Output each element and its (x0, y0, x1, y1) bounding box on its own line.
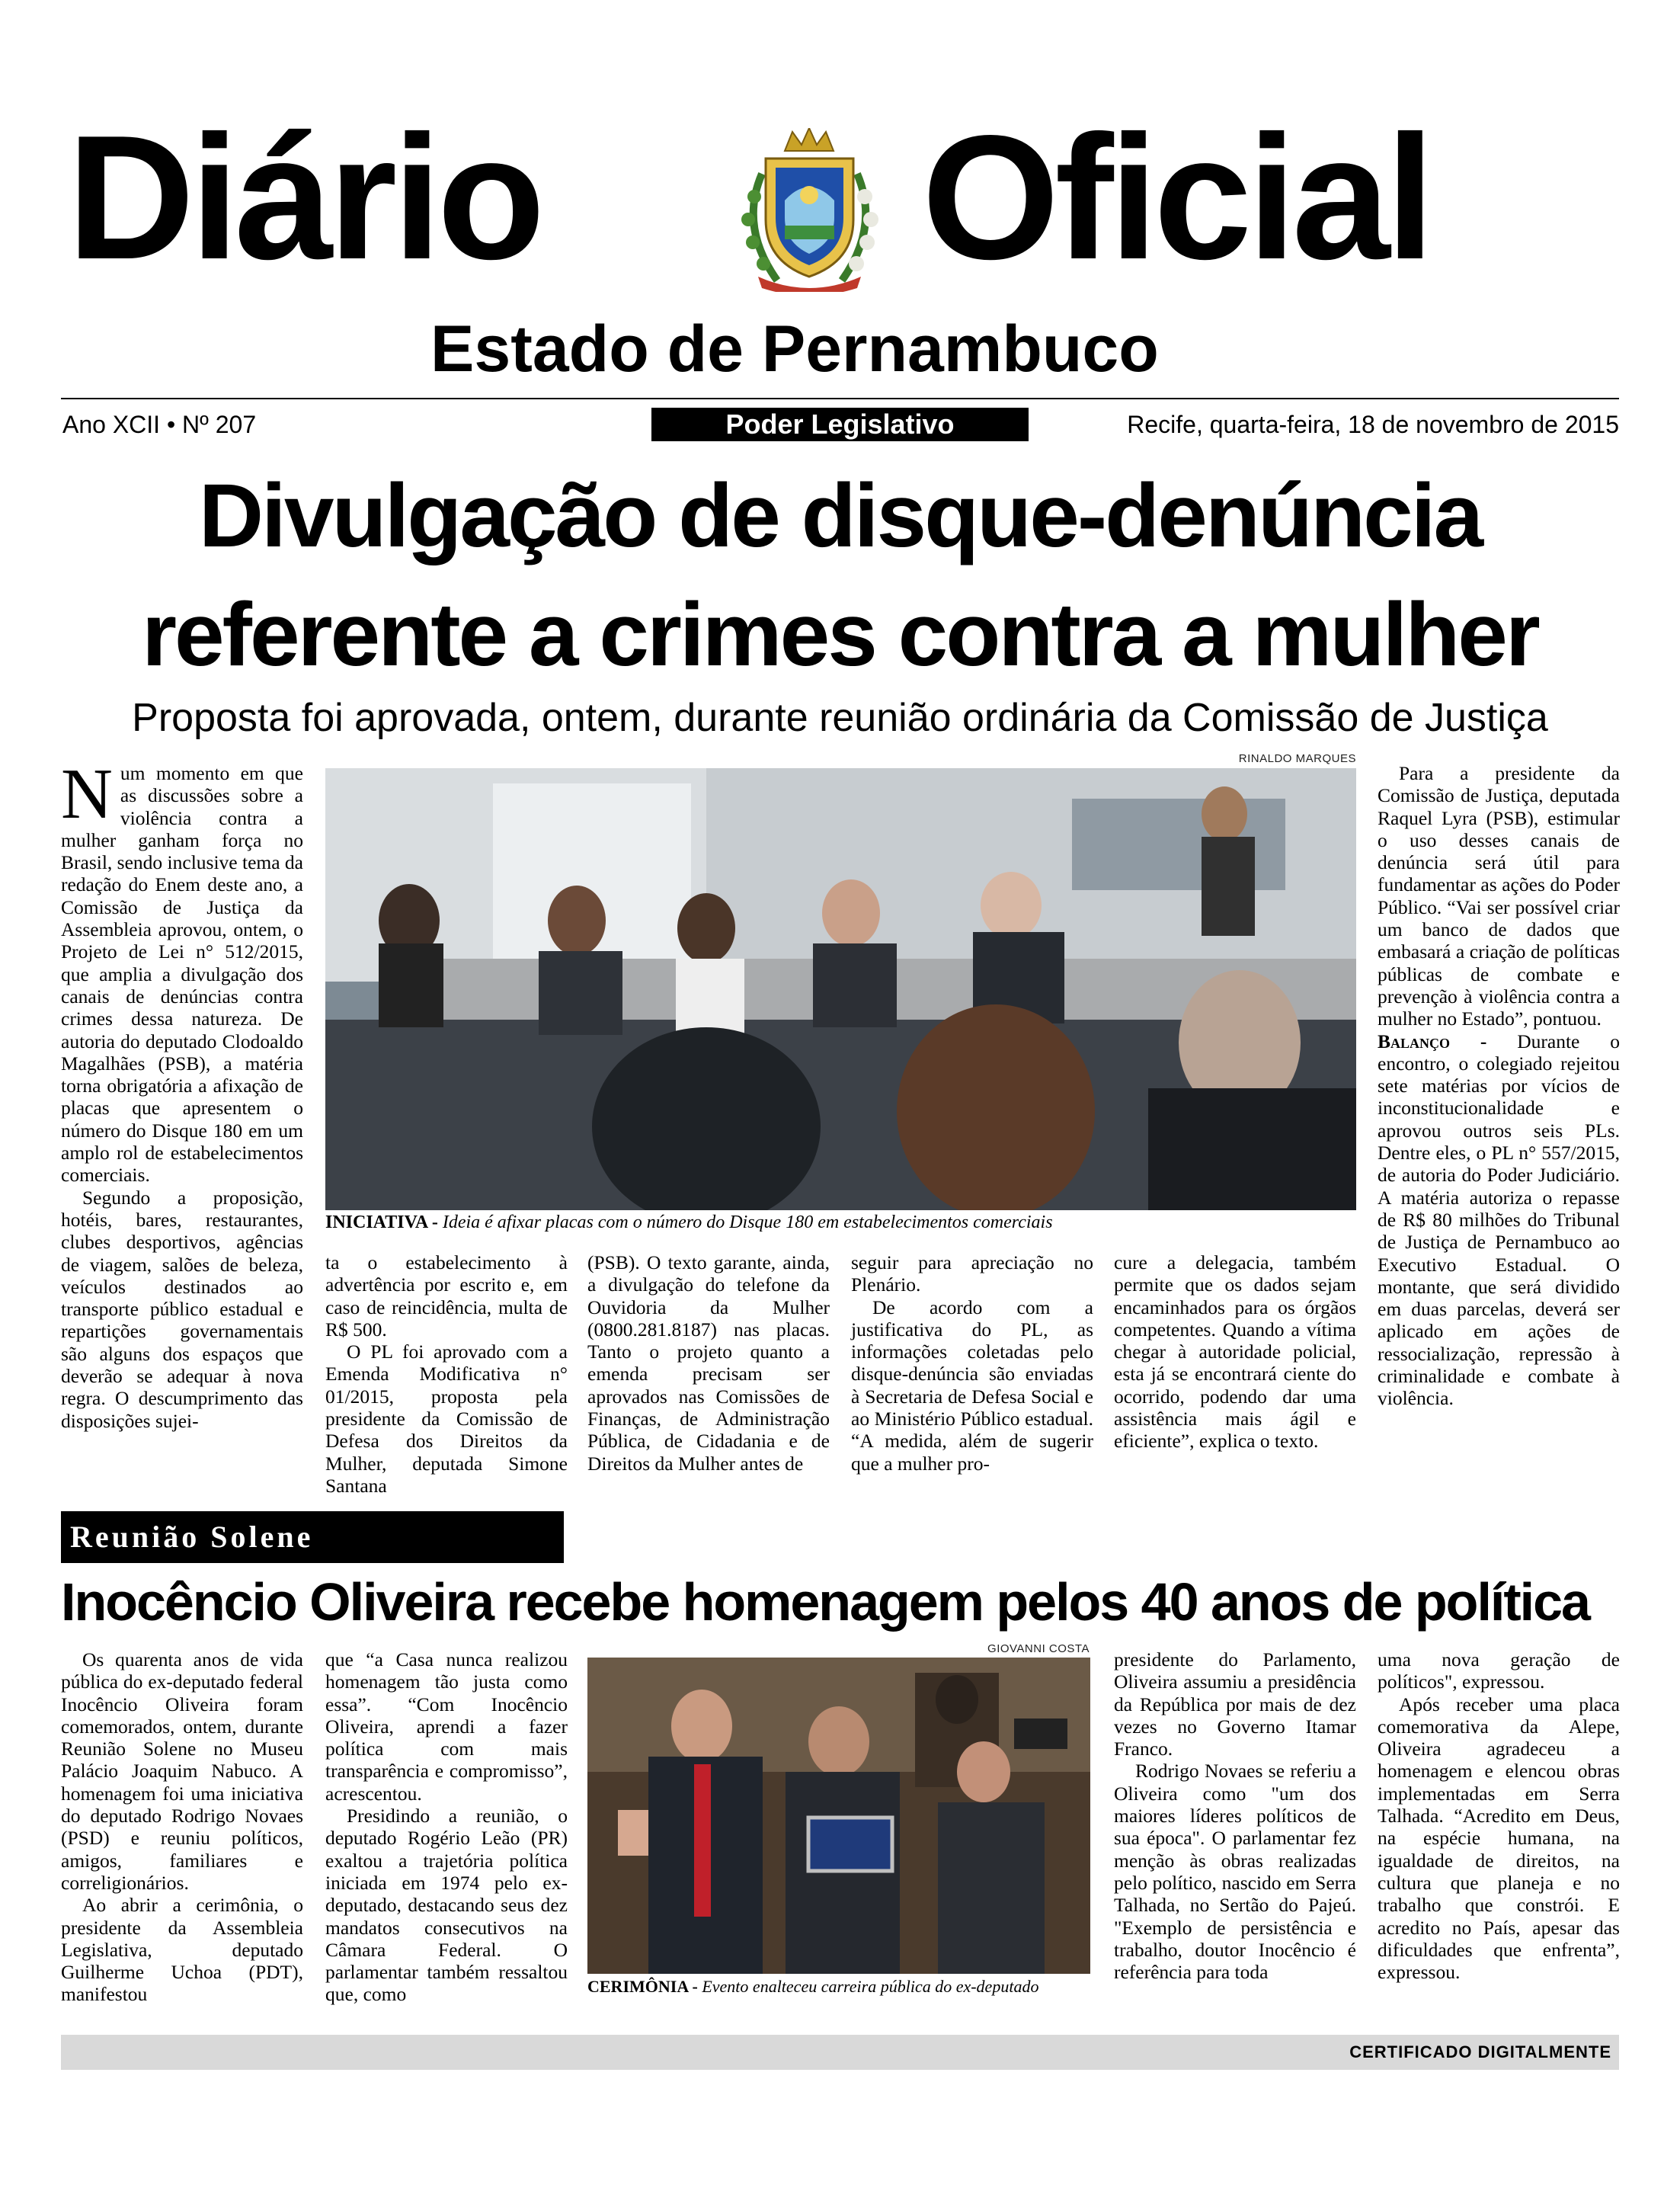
lead-column-5 (1114, 1251, 1356, 1453)
second-col2-p2: Presidindo a reunião, o deputado Rogério Leão (PR) exaltou a trajetória política iniciada em 1974 pelo ex-deputado, destacando seus dez mandatos consecutivos na Câmara Federal. O parlamentar também ressaltou que, como (325, 1805, 568, 2006)
lead-caption-label: INICIATIVA - (325, 1212, 438, 1232)
second-column-2 (325, 1648, 568, 2006)
masthead-title-right: Oficial (922, 99, 1431, 296)
masthead-subtitle: Estado de Pernambuco (430, 312, 1159, 386)
edition-number: Ano XCII • Nº 207 (62, 411, 257, 438)
lead-col5-p1: cure a delegacia, também permite que os dados sejam encaminhados para os órgãos competentes. Quando a vítima chegar à autoridade policial, esta já se encontrará ciente do ocorrido, podendo dar uma assistência mais ágil e eficiente”, explica o texto. (1114, 1251, 1356, 1453)
second-col4-p2: Após receber uma placa comemorativa da Alepe, Oliveira agradeceu a homenagem e elencou obras implementadas em Serra Talhada. “Acredito em Deus, na espécie humana, na igualdade de direitos, na cultura que planeja e no trabalho que constrói. E acredito no País, apesar das dificuldades que enfrenta”, expressou. (1378, 1693, 1620, 1984)
second-column-3 (1114, 1648, 1356, 1983)
lead-col1-p2: Segundo a proposição, hotéis, bares, restaurantes, clubes desportivos, agências de viagem, salões de beleza, veículos destinados ao transporte público estadual e repartições governamentais são alguns dos espaços que deverão se adequar à nova regra. O descumprimento das disposições sujei- (61, 1186, 303, 1432)
masthead-title-left: Diário (67, 99, 541, 296)
lead-caption-text: Ideia é afixar placas com o número do Disque 180 em estabelecimentos comerciais (442, 1212, 1053, 1232)
second-column-1 (61, 1648, 303, 2006)
lead-col6-p1: Para a presidente da Comissão de Justiça, deputada Raquel Lyra (PSB), estimular o uso desses canais de denúncia será útil para fundamentar as ações do Poder Público. “Vai ser possível criar um banco de dados que embasará a criação de políticas públicas de combate e prevenção à violência contra a mulher no Estado”, pontuou. (1378, 762, 1620, 1030)
second-caption-text: Evento enalteceu carreira pública do ex-deputado (702, 1977, 1039, 1996)
lead-photo-caption (325, 1212, 1356, 1233)
lead-column-4 (851, 1251, 1093, 1475)
second-col4-p1: uma nova geração de políticos", expressou. (1378, 1648, 1620, 1693)
lead-headline-line1: Divulgação de disque-denúncia (198, 466, 1482, 566)
lead-col2-p2: O PL foi aprovado com a Emenda Modificativa n° 01/2015, proposta pela presidente da Comissão de Defesa dos Direitos da Mulher, deputada Simone Santana (325, 1341, 568, 1497)
lead-deck: Proposta foi aprovada, ontem, durante reunião ordinária da Comissão de Justiça (132, 696, 1548, 740)
second-col3-p2: Rodrigo Novaes se referiu a Oliveira como "um dos maiores líderes políticos de sua época". O parlamentar fez menção às obras realizadas pelo político, nascido em Serra Talhada, no Sertão do Pajeú. "Exemplo de persistência e trabalho, doutor Inocêncio é referência para toda (1114, 1760, 1356, 1984)
lead-dropcap: N (61, 754, 113, 834)
second-col1-p2: Ao abrir a cerimônia, o presidente da Assembleia Legislativa, deputado Guilherme Uchoa (PDT), manifestou (61, 1894, 303, 2006)
section-label: Reunião Solene (70, 1520, 314, 1554)
second-photo-credit: GIOVANNI COSTA (987, 1642, 1090, 1655)
second-headline: Inocêncio Oliveira recebe homenagem pelos 40 anos de política (61, 1572, 1589, 1632)
masthead-rule (61, 398, 1619, 399)
lead-col4-p1: seguir para apreciação no Plenário. (851, 1251, 1093, 1296)
lead-col3-p1: (PSB). O texto garante, ainda, a divulgação do telefone da Ouvidoria da Mulher (0800.281.8187) nas placas. Tanto o projeto quanto a emenda precisam ser aprovados nas Comissões de Finanças, de Administração Pública, de Cidadania e de Direitos da Mulher antes de (587, 1251, 830, 1475)
lead-photo-credit: RINALDO MARQUES (1238, 752, 1356, 765)
coat-of-arms-logo (731, 128, 888, 292)
lead-col2-p1: ta o estabelecimento à advertência por escrito e, em caso de reincidência, multa de R$ 500. (325, 1251, 568, 1341)
lead-column-1 (61, 754, 303, 1432)
second-caption-label: CERIMÔNIA - (587, 1977, 698, 1996)
lead-headline-line2: referente a crimes contra a mulher (142, 585, 1538, 685)
lead-col6-p2: Durante o encontro, o colegiado rejeitou sete matérias por vícios de inconstitucionalidade e aprovou outros seis PLs. Dentre eles, o PL n° 557/2015, de autoria do Poder Judiciário. A matéria autoriza o repasse de R$ 80 milhões do Tribunal de Justiça de Pernambuco ao Executivo Estadual. O montante, que será dividido em duas parcelas, deverá ser aplicado em ações de ressocialização, repressão à criminalidade e combate à violência. (1378, 1030, 1620, 1410)
lead-column-2 (325, 1251, 568, 1497)
second-photo (587, 1658, 1090, 1974)
second-col3-p1: presidente do Parlamento, Oliveira assumiu a presidência da República por mais de dez vezes no Governo Itamar Franco. (1114, 1648, 1356, 1760)
second-col2-p1: que “a Casa nunca realizou homenagem tão justa como essa”. “Com Inocêncio Oliveira, aprendi a fazer política com mais transparência e compromisso”, acrescentou. (325, 1648, 568, 1805)
lead-col1-p1: um momento em que as discussões sobre a violência contra a mulher ganham força no Brasil, sendo inclusive tema da redação do Enem deste ano, a Comissão de Justiça da Assembleia aprovou, ontem, o Projeto de Lei n° 512/2015, que amplia a divulgação dos canais de denúncias contra crimes dessa natureza. De autoria do deputado Clodoaldo Magalhães (PSB), a matéria torna obrigatória a afixação de placas que apresentem o número do Disque 180 em um amplo rol de estabelecimentos comerciais. (61, 762, 303, 1187)
lead-photo (325, 768, 1356, 1210)
dateline: Recife, quarta-feira, 18 de novembro de 2015 (1127, 411, 1619, 438)
footer-certification: CERTIFICADO DIGITALMENTE (1349, 2042, 1611, 2061)
section-badge: Poder Legislativo (651, 408, 1029, 441)
second-column-4 (1378, 1648, 1620, 1983)
lead-col6-lead: Balanço - (1378, 1030, 1487, 1052)
second-col1-p1: Os quarenta anos de vida pública do ex-deputado federal Inocêncio Oliveira foram comemorados, ontem, durante Reunião Solene no Museu Palácio Joaquim Nabuco. A homenagem foi uma iniciativa do deputado Rodrigo Novaes (PSD) e reuniu políticos, amigos, familiares e correligionários. (61, 1648, 303, 1894)
second-photo-caption (587, 1976, 1106, 1997)
lead-col4-p2: De acordo com a justificativa do PL, as informações coletadas pelo disque-denúncia são enviadas à Secretaria de Defesa Social e ao Ministério Público estadual. “A medida, além de sugerir que a mulher pro- (851, 1296, 1093, 1475)
lead-column-3 (587, 1251, 830, 1475)
lead-column-6 (1378, 762, 1620, 1410)
